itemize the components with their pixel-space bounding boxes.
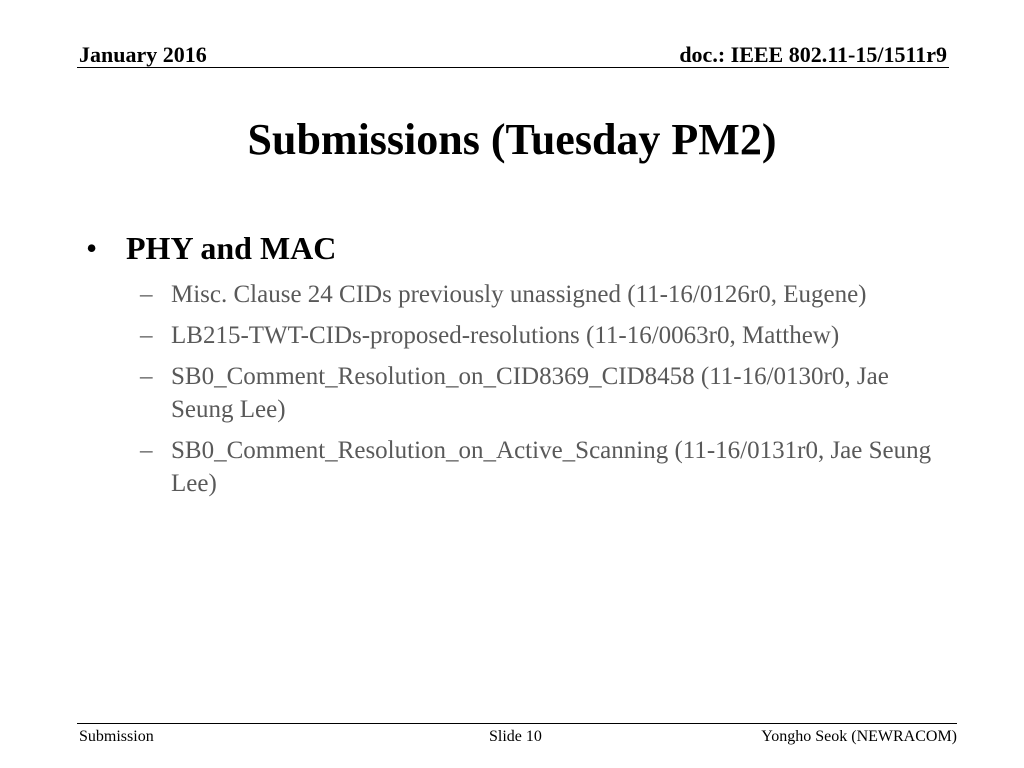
sub-bullet-dash: – xyxy=(140,363,153,390)
header-date: January 2016 xyxy=(79,42,207,67)
sub-bullet-item xyxy=(140,319,940,352)
header-divider xyxy=(77,67,949,68)
sub-bullet-item xyxy=(140,360,940,426)
sub-bullet-dash: – xyxy=(140,281,153,308)
sub-bullet-text: SB0_Comment_Resolution_on_Active_Scanning (11-16/0131r0, Jae Seung Lee) xyxy=(171,437,932,497)
sub-bullet-item xyxy=(140,278,940,311)
sub-bullet-list xyxy=(140,278,940,508)
sub-bullet-dash: – xyxy=(140,322,153,349)
sub-bullet-text: Misc. Clause 24 CIDs previously unassigned (11-16/0126r0, Eugene) xyxy=(171,281,867,308)
header-doc-id: doc.: IEEE 802.11-15/1511r9 xyxy=(679,42,947,67)
footer-submission: Submission xyxy=(79,728,154,745)
sub-bullet-text: SB0_Comment_Resolution_on_CID8369_CID8458 (11-16/0130r0, Jae Seung Lee) xyxy=(171,363,889,423)
bullet-label: PHY and MAC xyxy=(126,230,337,266)
sub-bullet-item xyxy=(140,434,940,500)
sub-bullet-dash: – xyxy=(140,437,153,464)
bullet-marker: • xyxy=(86,230,98,266)
footer-divider xyxy=(77,723,957,724)
footer-author: Yongho Seok (NEWRACOM) xyxy=(761,728,957,745)
sub-bullet-text: LB215-TWT-CIDs-proposed-resolutions (11-16/0063r0, Matthew) xyxy=(171,322,840,349)
footer-slide-number: Slide 10 xyxy=(489,728,542,745)
slide-title: Submissions (Tuesday PM2) xyxy=(247,115,777,164)
